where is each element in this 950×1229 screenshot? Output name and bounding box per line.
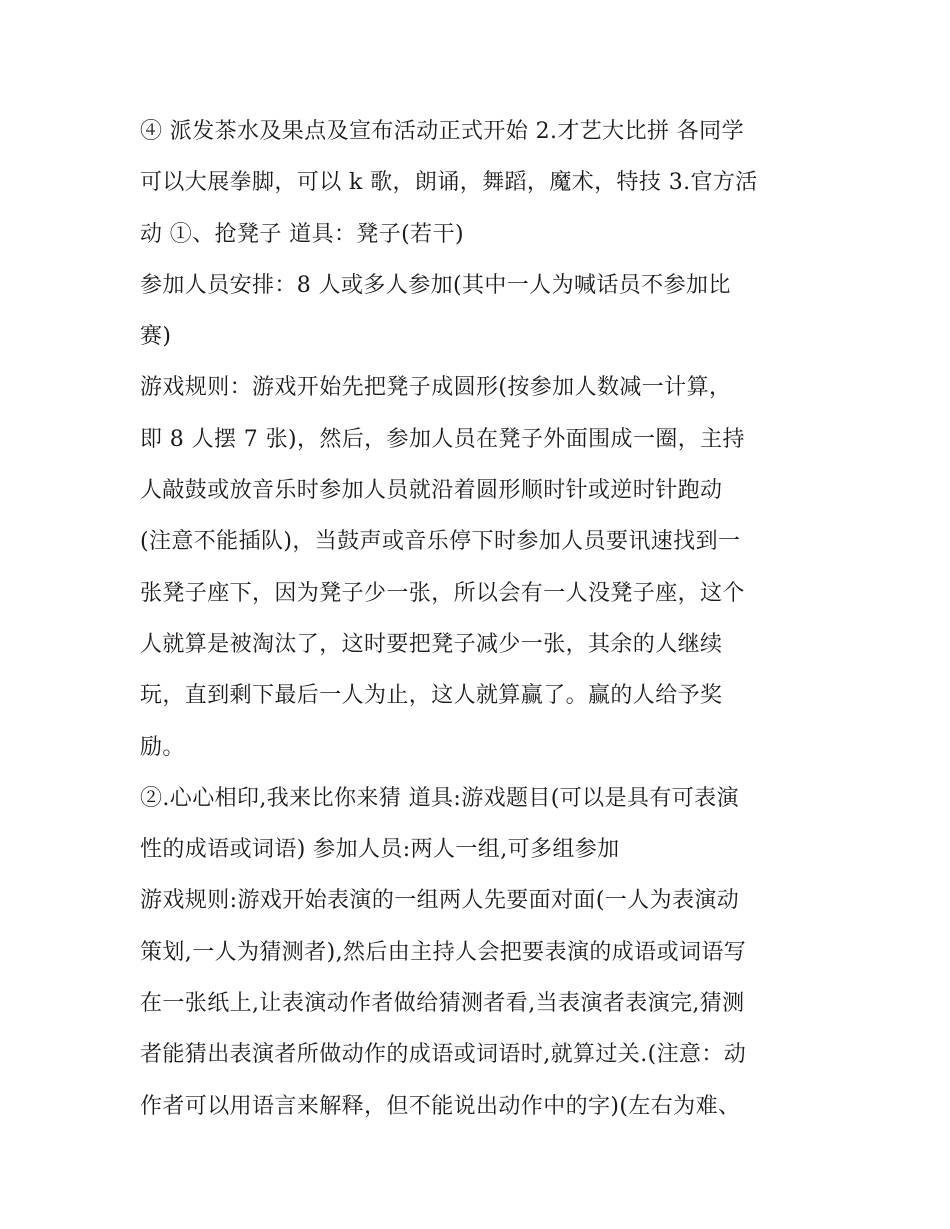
text-line: 张凳子座下，因为凳子少一张，所以会有一人没凳子座，这个 [140,580,745,606]
text-line: 游戏规则：游戏开始先把凳子成圆形(按参加人数减一计算， [140,375,732,401]
text-line: 玩，直到剩下最后一人为止，这人就算赢了。赢的人给予奖 [140,683,723,709]
text-line: 可以大展拳脚，可以 k 歌，朗诵，舞蹈，魔术，特技 3.官方活 [140,170,758,196]
text-line: 人就算是被淘汰了，这时要把凳子减少一张，其余的人继续 [140,631,723,657]
text-line: ④ 派发茶水及果点及宣布活动正式开始 2.才艺大比拼 各同学 [140,119,744,144]
text-line: 参加人员安排：8 人或多人参加(其中一人为喊话员不参加比 [140,272,731,298]
text-line: 人敲鼓或放音乐时参加人员就沿着圆形顺时针或逆时针跑动 [140,478,723,504]
text-line: 赛) [140,324,172,350]
text-line: ②.心心相印,我来比你来猜 道具:游戏题目(可以是具有可表演 [140,785,739,811]
text-line: 作者可以用语言来解释，但不能说出动作中的字)(左右为难、 [140,1093,741,1119]
text-line: 策划,一人为猜测者),然后由主持人会把要表演的成语或词语写 [140,939,747,965]
text-line: 在一张纸上,让表演动作者做给猜测者看,当表演者表演完,猜测 [140,991,745,1017]
text-line: 励。 [140,734,185,760]
text-line: (注意不能插队)，当鼓声或音乐停下时参加人员要讯速找到一 [140,529,741,555]
text-line: 者能猜出表演者所做动作的成语或词语时,就算过关.(注意：动 [140,1042,747,1068]
text-line: 性的成语或词语) 参加人员:两人一组,可多组参加 [140,837,620,863]
text-line: 游戏规则:游戏开始表演的一组两人先要面对面(一人为表演动 [140,888,740,914]
document-body [140,106,820,1132]
text-line: 即 8 人摆 7 张)，然后，参加人员在凳子外面围成一圈，主持 [140,426,745,452]
text-line: 动 ①、抢凳子 道具：凳子(若干) [140,221,464,247]
